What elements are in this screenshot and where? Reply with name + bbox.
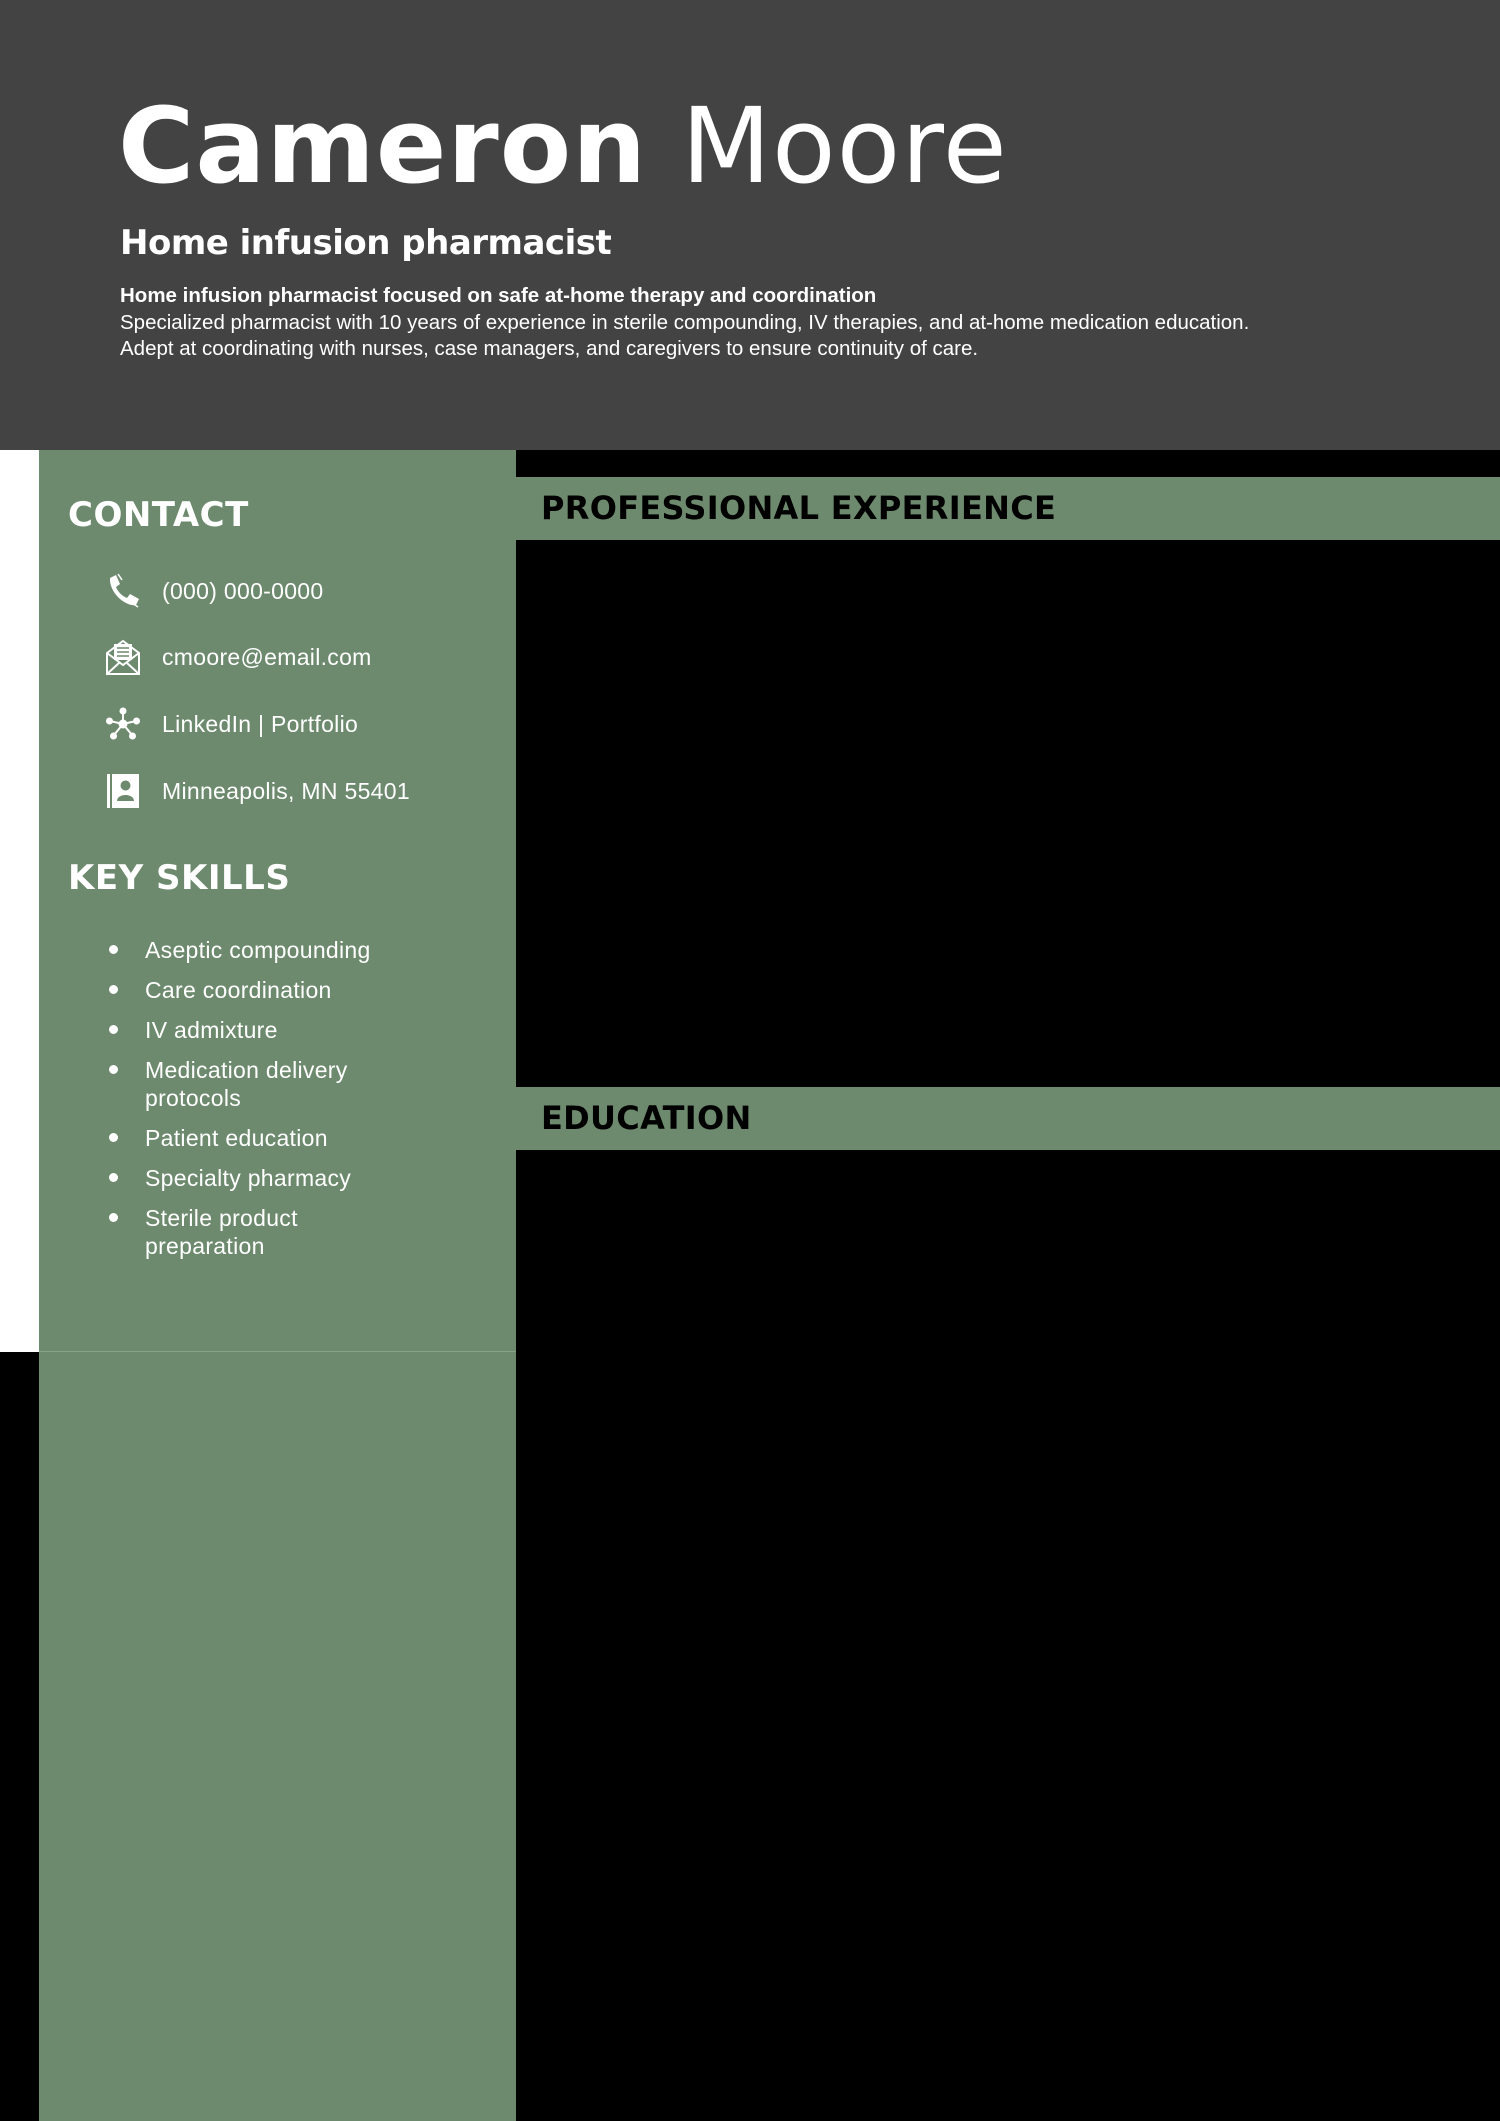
skill-item: IV admixture	[109, 1016, 469, 1044]
address-book-icon	[106, 773, 140, 809]
main-column	[516, 450, 1500, 2121]
location: Minneapolis, MN 55401	[162, 777, 410, 804]
left-margin-strip	[0, 450, 39, 1352]
sidebar	[39, 450, 516, 2121]
email-address: cmoore@email.com	[162, 643, 372, 670]
contact-email[interactable]	[106, 637, 372, 677]
bullet-icon	[109, 1173, 118, 1182]
summary-line: Adept at coordinating with nurses, case managers, and caregivers to ensure continuity of care.	[120, 337, 979, 360]
bullet-icon	[109, 1025, 118, 1034]
section-title: PROFESSIONAL EXPERIENCE	[541, 489, 1057, 527]
skill-item: Sterile product preparation	[109, 1204, 339, 1260]
network-icon	[106, 706, 140, 742]
skill-item: Medication delivery protocols	[109, 1056, 379, 1112]
phone-number: (000) 000-0000	[162, 577, 324, 604]
skills-list	[109, 936, 469, 1272]
sidebar-divider	[39, 1351, 516, 1352]
section-education	[516, 1087, 1500, 1150]
job-title: Home infusion pharmacist	[120, 223, 612, 263]
professional-summary	[120, 283, 1460, 363]
candidate-name	[118, 86, 1008, 206]
key-skills-heading: KEY SKILLS	[68, 858, 291, 898]
bullet-icon	[109, 1213, 118, 1222]
summary-headline: Home infusion pharmacist focused on safe at-home therapy and coordination	[120, 284, 877, 307]
summary-line: Specialized pharmacist with 10 years of experience in sterile compounding, IV therapies, and at-home medication education.	[120, 310, 1250, 334]
skill-item: Patient education	[109, 1124, 469, 1152]
skill-item: Aseptic compounding	[109, 936, 469, 964]
email-icon	[106, 639, 140, 675]
contact-links[interactable]	[106, 704, 358, 744]
first-name: Cameron	[118, 85, 648, 207]
last-name: Moore	[681, 85, 1008, 207]
bullet-icon	[109, 1065, 118, 1074]
skill-item: Care coordination	[109, 976, 469, 1004]
linkedin-portfolio-link[interactable]: LinkedIn | Portfolio	[162, 710, 359, 737]
section-title: EDUCATION	[541, 1099, 752, 1137]
contact-phone[interactable]	[106, 571, 323, 611]
contact-address[interactable]	[106, 771, 410, 811]
bullet-icon	[109, 1133, 118, 1142]
phone-icon	[106, 573, 140, 609]
section-professional-experience	[516, 477, 1500, 540]
bullet-icon	[109, 985, 118, 994]
skill-item: Specialty pharmacy	[109, 1164, 469, 1192]
resume-header	[0, 0, 1500, 450]
bullet-icon	[109, 945, 118, 954]
contact-heading: CONTACT	[68, 495, 249, 535]
